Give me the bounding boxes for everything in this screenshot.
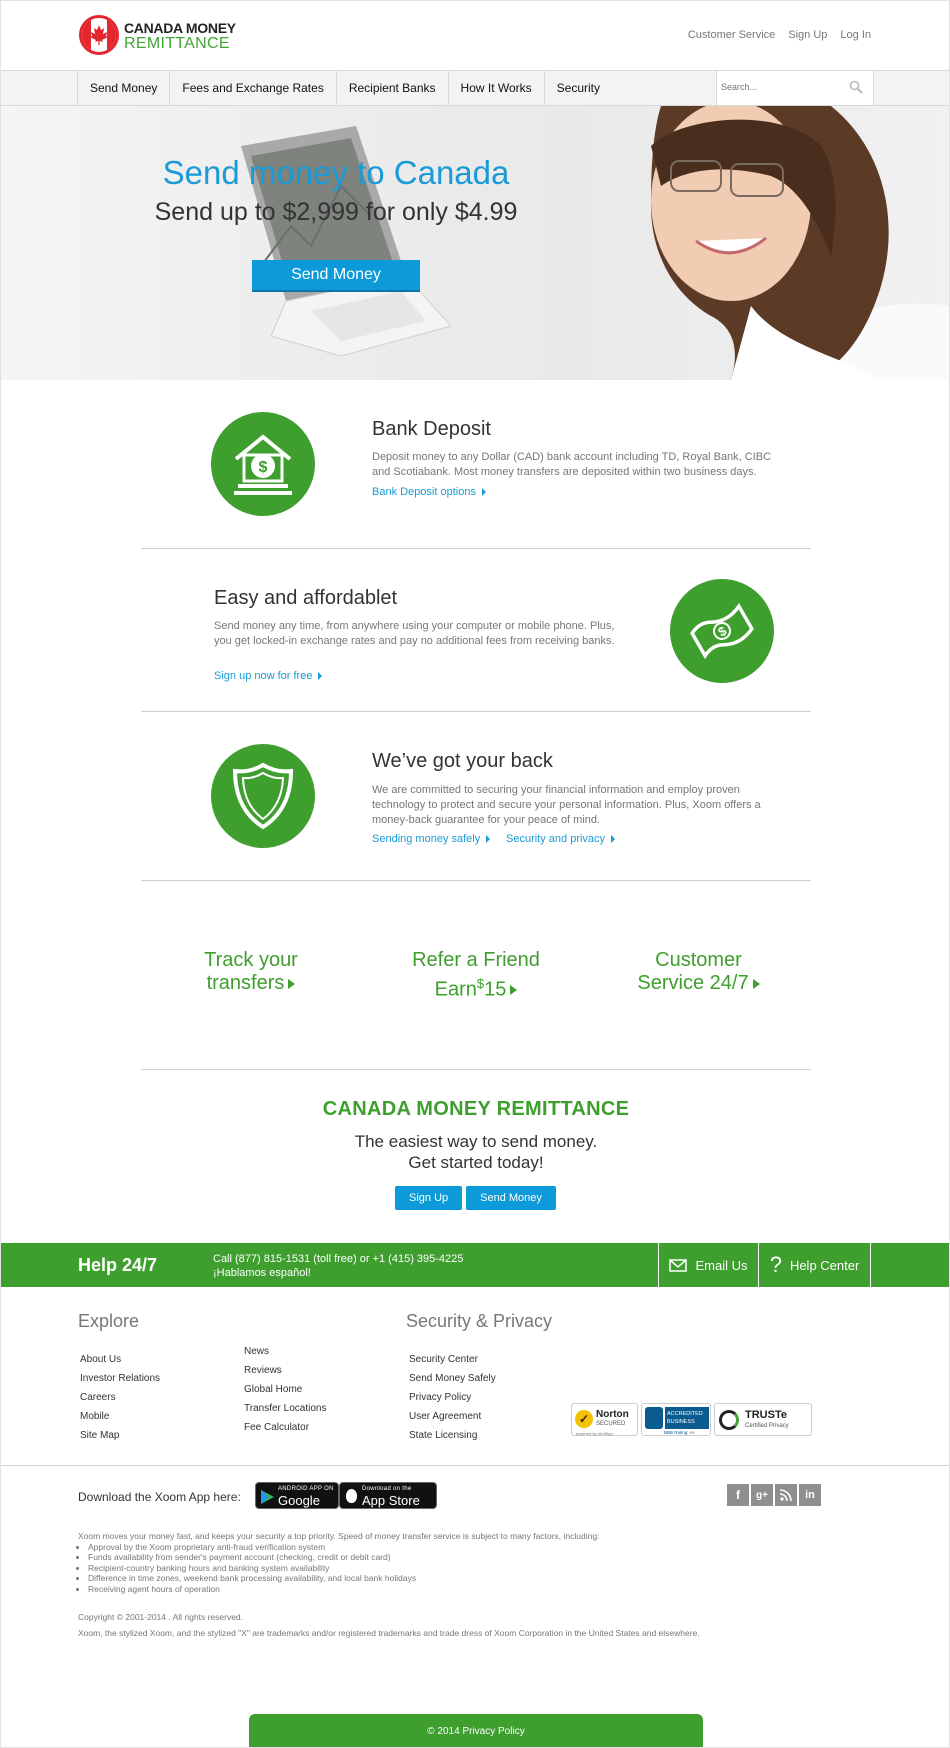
truste-label: TRUSTe [745, 1409, 787, 1421]
divider [141, 711, 811, 712]
hero-banner [1, 106, 950, 380]
nav-send-money[interactable]: Send Money [78, 71, 170, 105]
truste-logo-icon [719, 1410, 739, 1430]
bbb-badge[interactable] [641, 1403, 711, 1436]
refer-amount: 15 [484, 978, 507, 1001]
help-center-button[interactable] [759, 1243, 871, 1287]
top-links [688, 29, 871, 41]
track-line2: transfers [206, 972, 285, 994]
footer-user-agreement-link[interactable]: User Agreement [409, 1411, 482, 1422]
shield-icon [211, 744, 315, 848]
norton-verisign: powered by VeriSign [576, 1431, 613, 1436]
explore-heading: Explore [78, 1311, 140, 1331]
google-play-button[interactable] [255, 1482, 339, 1523]
help-spanish: ¡Hablamos español! [213, 1267, 311, 1279]
app-store-small: Download on the [362, 1486, 412, 1492]
explore-col1 [80, 1350, 160, 1445]
bbb-accredited-line1: ACCREDITED [667, 1411, 703, 1417]
arrow-right-icon [510, 985, 517, 995]
norton-badge[interactable] [571, 1403, 638, 1436]
linkedin-icon[interactable]: in [799, 1484, 821, 1506]
bank-deposit-description: Deposit money to any Dollar (CAD) bank account including TD, Royal Bank, CIBC and Scotiabank. Most money transfers are deposited within two business days. [372, 451, 772, 478]
facebook-icon[interactable]: f [727, 1484, 749, 1506]
cta-title: CANADA MONEY REMITTANCE [322, 1098, 630, 1120]
arrow-right-icon [482, 488, 486, 496]
bbb-logo-icon [645, 1407, 663, 1429]
email-us-button[interactable] [658, 1243, 759, 1287]
footer-divider [1, 1465, 950, 1466]
legal-text [78, 1531, 878, 1594]
track-line1: Track your [204, 949, 298, 971]
apple-icon [346, 1489, 357, 1503]
help-phone-block [213, 1252, 463, 1280]
question-icon: ? [769, 1252, 782, 1277]
norton-secured: SECURED [596, 1421, 626, 1427]
svg-text:$: $ [715, 623, 730, 640]
hero-send-money-button[interactable]: Send Money [252, 260, 420, 292]
app-store-big: App Store [362, 1493, 420, 1508]
arrow-right-icon [486, 835, 490, 843]
nav-fees-exchange-rates[interactable]: Fees and Exchange Rates [170, 71, 336, 105]
rss-icon[interactable] [775, 1484, 797, 1506]
envelope-icon [669, 1259, 687, 1272]
help-center-label: Help Center [789, 1257, 860, 1273]
divider [141, 880, 811, 881]
refer-earn: Earn [434, 978, 477, 1001]
arrow-right-icon [753, 979, 760, 989]
app-download-label: Download the Xoom App here: [78, 1490, 241, 1504]
google-plus-icon[interactable]: g+ [751, 1484, 773, 1506]
cta-subtitle [1, 1131, 950, 1173]
bank-deposit-options-label: Bank Deposit options [372, 486, 476, 498]
hero-title: Send money to Canada [162, 154, 510, 191]
bank-deposit-options-link[interactable] [372, 486, 486, 498]
bbb-accredited [665, 1407, 709, 1429]
footer-site-map-link[interactable]: Site Map [80, 1430, 120, 1441]
easy-affordable-description: Send money any time, from anywhere using your computer or mobile phone. Plus, you get locked-in exchange rates and pay no additional fees from receiving banks. [214, 620, 615, 647]
sending-money-safely-label: Sending money safely [372, 833, 481, 845]
truste-sub: Certified Privacy [745, 1423, 789, 1429]
legal-item: • Recipient-country banking hours and banking system availability [88, 1563, 878, 1574]
help-title: Help 24/7 [78, 1255, 158, 1275]
footer-about-us-link[interactable]: About Us [80, 1354, 122, 1365]
footer-send-money-safely-link[interactable]: Send Money Safely [409, 1373, 496, 1384]
bottom-bar[interactable]: © 2014 Privacy Policy [249, 1714, 703, 1748]
security-privacy-link[interactable] [506, 833, 615, 845]
legal-item: • Receiving agent hours of operation [88, 1584, 878, 1595]
search-box [716, 71, 874, 105]
service-line2: Service 24/7 [637, 972, 749, 994]
cta-line1: The easiest way to send money. [354, 1132, 598, 1151]
sign-up-free-label: Sign up now for free [214, 670, 313, 682]
bank-icon [211, 412, 315, 516]
arrow-right-icon [611, 835, 615, 843]
got-your-back-description: We are committed to securing your financial information and employ proven technology to protect and secure your personal information. Plus, Xoom offers a money-back guarantee for your peace of mind. [372, 784, 761, 826]
divider [141, 548, 811, 549]
norton-label: Norton [596, 1409, 629, 1420]
footer-state-licensing-link[interactable]: State Licensing [409, 1430, 478, 1441]
footer-privacy-policy-link[interactable]: Privacy Policy [409, 1392, 472, 1403]
google-play-big: Google play [278, 1493, 320, 1523]
arrow-right-icon [318, 672, 322, 680]
help-phone: Call (877) 815-1531 (toll free) or +1 (415) 395-4225 [213, 1253, 464, 1265]
sign-up-free-link[interactable] [214, 670, 322, 682]
email-us-label: Email Us [695, 1257, 748, 1273]
legal-item: • Approval by the Xoom proprietary anti-fraud verification system [88, 1542, 878, 1553]
explore-col2 [244, 1342, 326, 1437]
bbb-accredited-line2: BUSINESS [667, 1419, 695, 1425]
cta-buttons [395, 1186, 556, 1210]
cta-send-money-button[interactable]: Send Money [466, 1186, 556, 1210]
cta-sign-up-button[interactable]: Sign Up [395, 1186, 462, 1210]
customer-service-link[interactable]: Customer Service [687, 29, 776, 41]
footer-global-home-link[interactable]: Global Home [244, 1384, 303, 1395]
truste-badge[interactable] [714, 1403, 812, 1436]
footer-news-link[interactable]: News [244, 1346, 270, 1357]
nav-recipient-banks[interactable]: Recipient Banks [337, 71, 449, 105]
footer-security-center-link[interactable]: Security Center [409, 1354, 478, 1365]
security-heading: Security & Privacy [406, 1311, 553, 1331]
norton-check-icon: ✓ [575, 1410, 593, 1428]
search-input[interactable] [721, 71, 841, 103]
sign-up-link[interactable]: Sign Up [788, 29, 828, 41]
footer-careers-link[interactable]: Careers [80, 1392, 116, 1403]
cta-line2: Get started today! [408, 1153, 544, 1172]
legal-item: • Difference in time zones, weekend bank processing availability, and local bank holidays [88, 1573, 878, 1584]
footer-fee-calculator-link[interactable]: Fee Calculator [244, 1422, 310, 1433]
hero-subtitle: Send up to $2,999 for only $4.99 [154, 198, 518, 226]
refer-friend-link[interactable] [386, 949, 566, 1002]
google-play-icon [261, 1490, 274, 1504]
app-store-button[interactable] [339, 1482, 437, 1509]
bank-deposit-title: Bank Deposit [372, 418, 491, 440]
logo-text-bottom: REMITTANCE [124, 35, 230, 52]
track-transfers-link[interactable] [181, 949, 321, 995]
footer-investor-relations-link[interactable]: Investor Relations [80, 1373, 161, 1384]
social-icons [727, 1484, 821, 1506]
customer-service-promo-link[interactable] [621, 949, 776, 995]
header [1, 1, 950, 71]
maple-leaf-icon [79, 15, 119, 55]
service-line1: Customer [655, 949, 742, 971]
trademark-notice: Xoom, the stylized Xoom, and the stylized "X" are trademarks and/or registered trademarks and trade dress of Xoom Corporation in the United States and elsewhere. [78, 1628, 700, 1638]
google-play-small: ANDROID APP ON [278, 1486, 334, 1492]
legal-list [88, 1542, 878, 1595]
refer-currency: $ [476, 976, 485, 991]
legal-item: • Funds availability from sender's payment account (checking, credit or debit card) [88, 1552, 878, 1563]
divider [141, 1069, 811, 1070]
footer-mobile-link[interactable]: Mobile [80, 1411, 110, 1422]
legal-intro: Xoom moves your money fast, and keeps your security a top priority. Speed of money transfer service is subject to many factors, including: [78, 1531, 600, 1541]
footer-transfer-locations-link[interactable]: Transfer Locations [244, 1403, 327, 1414]
nav-how-it-works[interactable]: How It Works [449, 71, 545, 105]
money-bill-icon [670, 579, 774, 683]
got-your-back-title: We’ve got your back [372, 750, 553, 772]
main-nav [1, 70, 950, 106]
svg-text:$: $ [258, 459, 268, 476]
refer-line1: Refer a Friend [412, 949, 540, 971]
search-icon[interactable] [849, 80, 863, 99]
footer-reviews-link[interactable]: Reviews [244, 1365, 282, 1376]
log-in-link[interactable]: Log In [840, 29, 871, 41]
nav-security[interactable]: Security [556, 81, 601, 95]
logo-text-top: CANADA MONEY [124, 20, 236, 36]
sending-money-safely-link[interactable] [372, 833, 490, 845]
help-bar [1, 1243, 950, 1287]
arrow-right-icon [288, 979, 295, 989]
woman-photo [581, 106, 950, 380]
security-privacy-label: Security and privacy [506, 833, 606, 845]
bbb-rating: BBB Rating: A+ [664, 1430, 696, 1435]
trust-badges [571, 1403, 812, 1436]
security-col [409, 1350, 496, 1445]
easy-affordable-title: Easy and affordablet [214, 587, 398, 609]
copyright: Copyright © 2001-2014 . All rights reserved. [78, 1612, 244, 1622]
logo[interactable] [79, 15, 239, 55]
